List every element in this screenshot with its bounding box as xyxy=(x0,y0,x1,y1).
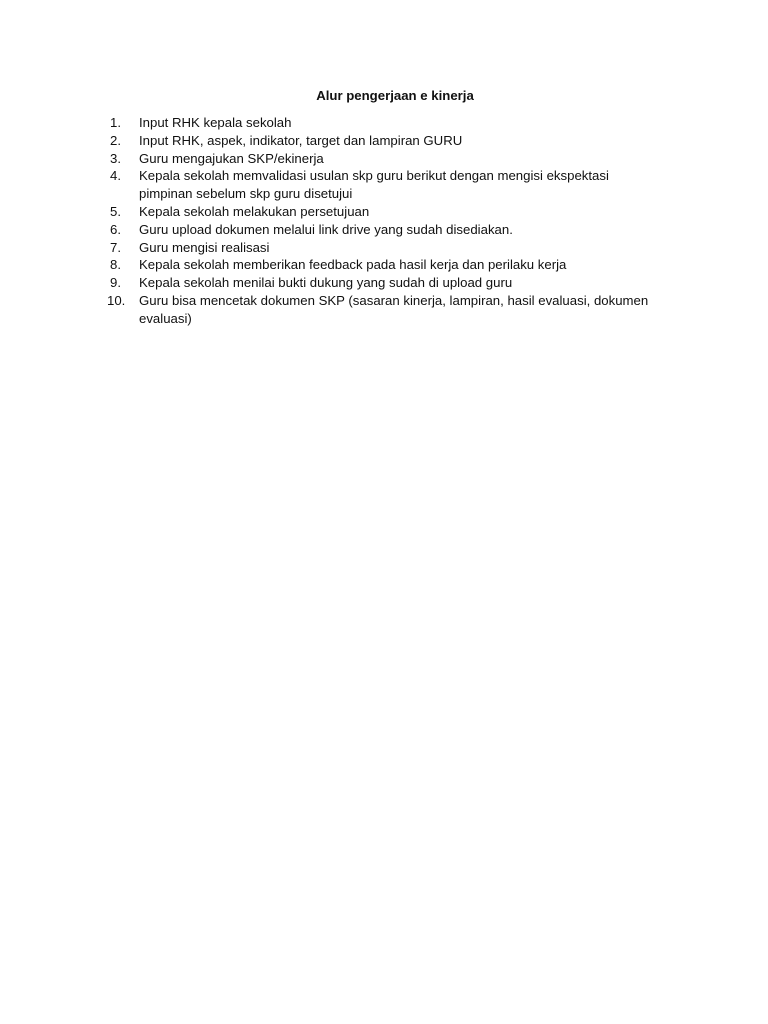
list-item xyxy=(110,132,655,150)
list-item-number: 8. xyxy=(110,257,121,273)
list-item xyxy=(110,150,655,168)
list-item-text: Guru mengajukan SKP/ekinerja xyxy=(139,150,324,166)
list-item xyxy=(110,239,655,257)
list-item xyxy=(107,292,655,328)
list-item xyxy=(110,256,655,274)
list-item-text: Input RHK kepala sekolah xyxy=(139,115,292,130)
list-item-number: 1. xyxy=(110,115,121,130)
list-item-number: 3. xyxy=(110,150,121,166)
list-item-number: 5. xyxy=(110,203,121,219)
list-item-text: Kepala sekolah memberikan feedback pada hasil kerja dan perilaku kerja xyxy=(139,257,567,273)
list-item xyxy=(110,274,655,292)
list-item xyxy=(110,167,655,203)
list-item-number: 9. xyxy=(110,275,121,291)
list-item-text: Kepala sekolah melakukan persetujuan xyxy=(139,203,370,219)
list-item xyxy=(110,114,655,132)
list-item-text: Input RHK, aspek, indikator, target dan lampiran GURU xyxy=(139,132,463,148)
list-item-text: Guru bisa mencetak dokumen SKP (sasaran kinerja, lampiran, hasil evaluasi, dokumen evaluasi) xyxy=(139,292,649,326)
document-title: Alur pengerjaan e kinerja xyxy=(316,88,474,103)
list-item-number: 4. xyxy=(110,168,121,184)
list-item-text: Kepala sekolah memvalidasi usulan skp guru berikut dengan mengisi ekspektasi pimpinan sebelum skp guru disetujui xyxy=(139,168,609,202)
list-item-number: 6. xyxy=(110,221,121,237)
steps-list xyxy=(107,114,655,328)
list-item-text: Guru upload dokumen melalui link drive yang sudah disediakan. xyxy=(139,221,513,237)
list-item-number: 2. xyxy=(110,132,121,148)
list-item-number: 10. xyxy=(107,292,126,308)
list-item-number: 7. xyxy=(110,239,121,255)
list-item-text: Guru mengisi realisasi xyxy=(139,239,270,255)
list-item-text: Kepala sekolah menilai bukti dukung yang sudah di upload guru xyxy=(139,275,513,291)
list-item xyxy=(110,203,655,221)
list-item xyxy=(110,221,655,239)
